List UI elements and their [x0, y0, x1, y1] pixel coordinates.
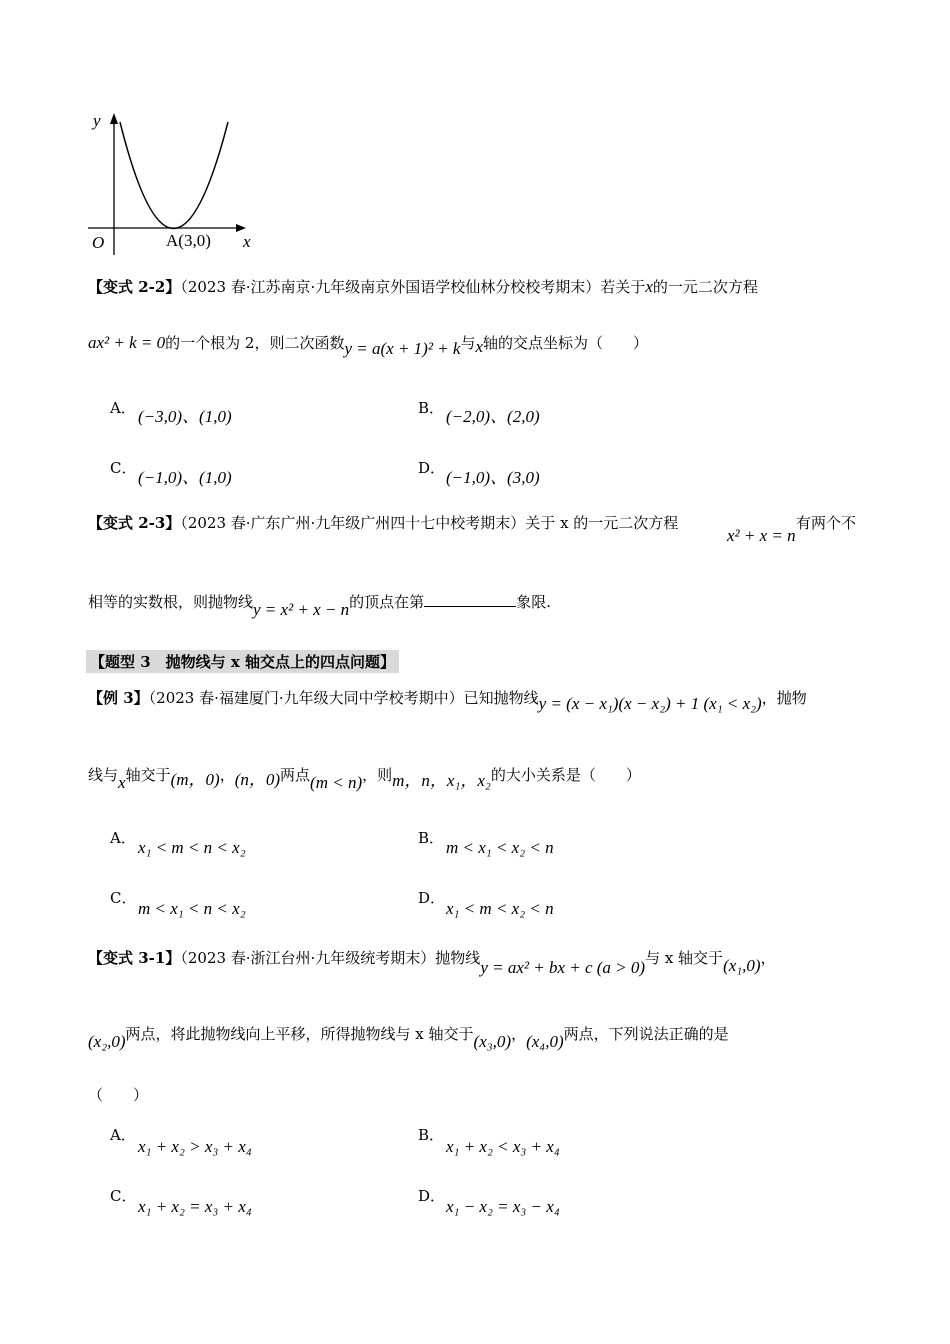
option-label: D．	[418, 889, 446, 907]
y-axis-arrow-icon	[110, 113, 118, 124]
question-tag: 【例 3】	[88, 689, 149, 707]
answer-blank[interactable]	[424, 592, 516, 607]
question-text: ，则	[362, 766, 393, 784]
math-function: y = a(x + 1)² + k	[344, 339, 461, 358]
question-v23-line2	[88, 592, 551, 619]
option-label: A．	[110, 1126, 136, 1144]
question-text: 的大小关系是（ ）	[490, 766, 641, 784]
question-text: 的一元二次方程	[652, 278, 758, 296]
option-label: D．	[418, 459, 446, 477]
option-b[interactable]	[418, 1125, 444, 1145]
math-function: y = ax² + bx + c (a > 0)	[480, 958, 646, 977]
question-tag: 【变式 3-1】	[88, 949, 181, 967]
option-a-math: (−3,0)、(1,0)	[138, 407, 232, 426]
question-source: （2023 春·福建厦门·九年级大同中学校考期中）已知抛物线	[148, 689, 539, 707]
option-d[interactable]	[418, 888, 445, 908]
math-var: x	[475, 337, 484, 356]
question-source: （2023 春·浙江台州·九年级统考期末）抛物线	[180, 949, 481, 967]
option-label: D．	[418, 1187, 446, 1205]
option-a[interactable]	[110, 398, 136, 418]
question-text: 象限.	[516, 593, 551, 611]
question-text: 两点，将此抛物线向上平移，所得抛物线与 x 轴交于	[125, 1025, 474, 1043]
math-equation: ax² + k = 0	[88, 333, 166, 352]
option-label: B．	[418, 399, 445, 417]
origin-label: O	[92, 233, 105, 252]
question-text: 轴的交点坐标为（ ）	[483, 334, 649, 352]
option-a[interactable]	[110, 1125, 136, 1145]
math-equation: x² + x = n	[727, 526, 796, 545]
option-label: C．	[110, 889, 137, 907]
question-text: 的顶点在第	[349, 593, 425, 611]
option-a-math: x₁ < m < n < x₂	[138, 838, 246, 857]
question-v31-line2	[88, 1024, 729, 1051]
option-d[interactable]	[418, 1186, 445, 1206]
question-text: 与	[460, 334, 476, 352]
option-a[interactable]	[110, 828, 136, 848]
option-label: B．	[418, 1126, 445, 1144]
option-label: C．	[110, 1187, 137, 1205]
point-a-label: A(3,0)	[166, 231, 211, 250]
question-v22-line2	[88, 333, 649, 358]
option-d-math: (−1,0)、(3,0)	[446, 468, 540, 487]
question-text: 线与	[88, 766, 119, 784]
math-point: (x₂,0)	[88, 1032, 126, 1051]
question-source: （2023 春·江苏南京·九年级南京外国语学校仙林分校校考期末）若关于	[180, 278, 646, 296]
question-ex3-line2	[88, 765, 641, 792]
math-vars: m，n，x₁，x₂	[392, 771, 491, 790]
question-text: ，	[511, 1025, 527, 1043]
question-text: 两点，下列说法正确的是	[563, 1025, 729, 1043]
question-text: 的一个根为 2，则二次函数	[165, 334, 345, 352]
parabola-curve	[120, 122, 228, 229]
math-point: (x₁,0)	[723, 956, 761, 975]
parabola-graph	[80, 100, 280, 260]
question-text: 两点	[280, 766, 311, 784]
math-condition: (m < n)	[310, 773, 363, 792]
math-function: y = (x − x₁)(x − x₂) + 1 (x₁ < x₂)	[538, 694, 762, 713]
x-axis-arrow-icon	[236, 224, 246, 232]
math-function: y = x² + x − n	[253, 600, 350, 619]
y-axis-label: y	[93, 111, 101, 130]
question-text: （ ）	[88, 1086, 149, 1104]
question-ex3-line1	[88, 688, 807, 713]
option-c-math: (−1,0)、(1,0)	[138, 468, 232, 487]
option-b-math: m < x₁ < x₂ < n	[446, 838, 554, 857]
option-d-math: x₁ < m < x₂ < n	[446, 899, 554, 918]
question-text: ，	[760, 949, 776, 967]
section-heading: 【题型 3 抛物线与 x 轴交点上的四点问题】	[86, 650, 399, 673]
question-text: 与 x 轴交于	[645, 949, 724, 967]
option-label: A．	[110, 829, 136, 847]
option-a-math: x₁ + x₂ > x₃ + x₄	[138, 1137, 252, 1156]
question-text: ，	[219, 766, 235, 784]
question-text: 相等的实数根，则抛物线	[88, 593, 254, 611]
x-axis-label: x	[243, 232, 251, 251]
option-label: C．	[110, 459, 137, 477]
option-c[interactable]	[110, 458, 136, 478]
question-tag: 【变式 2-3】	[88, 514, 181, 532]
option-b-math: x₁ + x₂ < x₃ + x₄	[446, 1137, 560, 1156]
question-tag: 【变式 2-2】	[88, 278, 181, 296]
math-point: (n，0)	[234, 770, 281, 789]
option-b[interactable]	[418, 398, 444, 418]
option-b[interactable]	[418, 828, 444, 848]
question-v22-line1	[88, 277, 758, 297]
option-d[interactable]	[418, 458, 445, 478]
option-c-math: m < x₁ < n < x₂	[138, 899, 246, 918]
option-c[interactable]	[110, 1186, 136, 1206]
option-label: A．	[110, 399, 136, 417]
math-point: (m，0)	[170, 770, 220, 789]
math-point: (x₃,0)	[473, 1032, 512, 1051]
option-c[interactable]	[110, 888, 136, 908]
question-v31-line1	[88, 948, 776, 977]
option-label: B．	[418, 829, 445, 847]
question-text: ，抛物	[761, 689, 807, 707]
option-c-math: x₁ + x₂ = x₃ + x₄	[138, 1197, 252, 1216]
question-source: （2023 春·广东广州·九年级广州四十七中校考期末）关于 x 的一元二次方程	[180, 514, 679, 532]
math-var: x	[118, 773, 126, 792]
math-point: (x₄,0)	[526, 1032, 564, 1051]
math-var: x	[645, 277, 653, 296]
option-d-math: x₁ − x₂ = x₃ − x₄	[446, 1197, 560, 1216]
question-text: 轴交于	[125, 766, 171, 784]
question-text: 有两个不	[796, 514, 857, 532]
question-v23-line1	[88, 513, 678, 533]
option-b-math: (−2,0)、(2,0)	[446, 407, 540, 426]
